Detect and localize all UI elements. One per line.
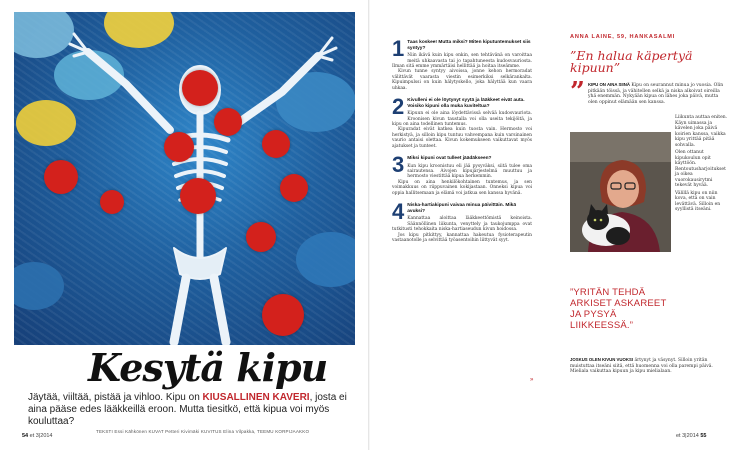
interview-title: ”En halua käpertyä kipuun”	[570, 48, 693, 75]
interview-tail	[570, 357, 726, 377]
pain-point-marker	[262, 130, 290, 158]
section-number: 4	[392, 199, 405, 225]
tail-paragraph	[570, 357, 726, 375]
tail-text: ärtynyt ja väsynyt. Silloin yritän muistuttaa itseäni siitä, että huomenna voi olla parempi päivä. Mieliala vaikuttaa kipuun ja kipu mielialaan.	[570, 358, 713, 374]
section-paragraph: Niin ikävä kuin kipu onkin, sen tehtävänä on varoittaa meitä uhkaavasta tai jo tapahtuneesta kudosvauriosta. Ilman sitä emme ymmärtäisi hellittää ja hoitaa itseämme.	[392, 53, 532, 69]
lead-text-start: Jäytää, viiltää, pistää ja vihloo. Kipu on	[28, 392, 203, 403]
qa-section	[392, 94, 532, 149]
article-credits: TEKSTI Essi Kähkönen KUVAT Petteri Kivimäki KUVITUS Elina Vilpakka, TEEMU KORPIJAAKKO	[96, 429, 310, 434]
interviewee-photo	[570, 132, 671, 252]
intro-paragraph	[588, 82, 726, 105]
pain-point-marker	[180, 178, 216, 214]
article-lead	[28, 392, 353, 428]
pain-point-marker	[214, 108, 242, 136]
lead-text-end: , josta ei aina pääse edes lääkkeillä eroon. Mutta tiesitkö, että kipua voi myös kouluttaa?	[28, 392, 347, 427]
folio-right	[676, 433, 707, 439]
side-paragraph: Liikunta auttaa eniten. Käyn uimassa ja kävelen joka päivä koirien kanssa, vaikka kipu yrittää pitää sohvalla.	[675, 115, 728, 148]
section-paragraph: Kun kipu kroonistuu eli jää pysyväksi, siitä tulee oma sairautensa. Aivojen kipujärjestelmä muuttuu ja hermosto viestittää kipua herkemmin.	[407, 163, 532, 180]
qa-section	[392, 199, 532, 243]
interview-kicker: ANNA LAINE, 59, HANKASALMI	[570, 34, 676, 40]
page-number-left: 54	[22, 433, 29, 439]
intro-text: Kipu on seurannut minua jo vuosia. Olin pitkään töissä, ja vähitellen selkä ja niska alkoivat oireilla yhä enemmän. Nykyään kipua on lähes joka päivä, mutta olen oppinut elämään sen kanssa.	[588, 83, 724, 105]
section-paragraph: Kipu on aina henkilökohtainen tuntemus, ja sen voimakkuus on riippuvainen kokijastaan. Onneksi kipua voi oppia hallitsemaan ja elämä voi jatkua sen kanssa hyvänä.	[392, 179, 532, 196]
interview-intro	[570, 77, 726, 107]
pain-point-marker	[280, 174, 308, 202]
quote-mark: ”	[570, 77, 585, 107]
pain-point-marker	[262, 294, 304, 336]
qa-section	[392, 152, 532, 196]
tail-label: JOSKUS OLEN KIVUN VUOKSI	[570, 357, 634, 362]
section-paragraph: Kannattaa aloittaa lääkkeettömistä keinoista. Säännöllinen liikunta, venyttely ja taukojumppa ovat tutkitusti tehokkaita niska-hartiaseudun kivun hoidossa.	[392, 216, 532, 233]
page-number-right: 55	[700, 433, 707, 439]
lead-highlight: KIUSALLINEN KAVERI	[202, 392, 310, 403]
section-paragraph: Kivun tunne syntyy aivoissa, jonne kehon hermoradat välittävät vaarasta viestin esimerkiksi selkärankalta. Kipuimpulssi on kuin hälytyskello, joka hälyttää kun vaara uhkaa.	[392, 69, 532, 91]
page-gutter	[368, 0, 370, 450]
section-question: Taas koskee! Mutta miksi? Miten kiputuntemukset siis syntyy?	[407, 40, 531, 51]
intro-label: KIPU ON AINA SIINÄ	[588, 82, 630, 87]
section-paragraph: Kipuradat eivät katkea kuin tuosta vain. Hermosto voi herkistyä, ja silloin kipu tuntuu vahvempana kuin varsinainen vaurio antaisi olettaa. Kivun kokemukseen vaikuttavat myös ajatukset ja tunteet.	[392, 127, 532, 149]
pain-point-marker	[246, 222, 276, 252]
continue-mark: »	[530, 377, 534, 383]
article-headline: Kesytä kipu	[88, 345, 328, 390]
article-column	[392, 36, 532, 250]
skeleton-illustration	[14, 12, 355, 345]
interview-side-column	[675, 115, 729, 215]
section-number: 1	[392, 36, 405, 61]
side-paragraph: Olen ottanut kipukoulun opit käyttöön. Rentoutusharjoitukset ja oikea vuorokausirytmi tekevät hyvää.	[675, 150, 726, 188]
section-number: 2	[392, 94, 405, 120]
section-paragraph: Kipuun ei ole aina löydettävissä selvää kudosvauriota. Kroonisen kivun taustalla voi olla useita tekijöitä, ja kipu on aina todellinen tuntemus.	[392, 111, 532, 128]
pain-point-marker	[100, 190, 124, 214]
issue-label-left: et 3|2014	[29, 433, 53, 439]
pain-point-marker	[164, 132, 194, 162]
section-question: Miksi kipuni ovat tulleet jäädäkseen?	[407, 156, 492, 162]
woman-with-cat-image	[570, 132, 671, 252]
section-paragraph: Jos kipu pitkittyy, kannattaa hakeutua fysioterapeutin vastaanotolle ja selvittää työasentoihin liittyvät syyt.	[392, 232, 532, 243]
side-paragraph: Välillä kipu on niin kova, että on vain levättävä. Silloin en syyllistä itseäni.	[675, 190, 721, 212]
issue-label-right: et 3|2014	[676, 433, 699, 439]
pain-point-marker	[44, 160, 78, 194]
pull-quote: ”YRITÄN TEHDÄ ARKISET ASKAREET JA PYSYÄ LIIKKEESSÄ.”	[570, 287, 667, 331]
section-number: 3	[392, 152, 405, 178]
section-question: Niska-hartiakipuni vaivaa minua päivittäin. Mikä avuksi?	[407, 203, 517, 214]
qa-section	[392, 36, 532, 91]
section-question: Kivulleni ei ole löytynyt syytä ja lääkkeet eivät auta. Voisiko kipuni olla muka kuviteltua?	[407, 98, 525, 109]
folio-left	[22, 433, 53, 439]
pain-point-marker	[182, 70, 218, 106]
